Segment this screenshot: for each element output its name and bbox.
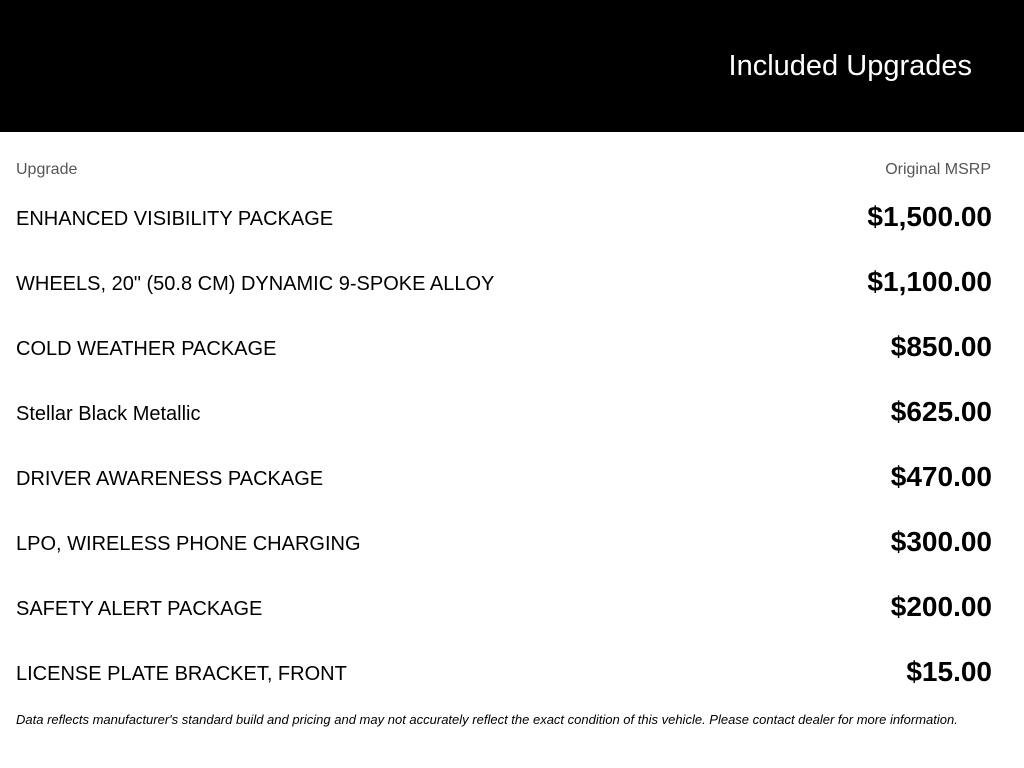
upgrade-name: LPO, WIRELESS PHONE CHARGING: [16, 533, 361, 555]
upgrade-price: $200.00: [890, 591, 992, 622]
upgrade-name: ENHANCED VISIBILITY PACKAGE: [16, 208, 334, 230]
upgrade-price: $1,100.00: [867, 266, 992, 297]
list-item: [16, 184, 992, 249]
upgrade-name: SAFETY ALERT PACKAGE: [16, 598, 263, 620]
upgrade-price: $300.00: [890, 526, 992, 557]
upgrade-name: Stellar Black Metallic: [16, 403, 201, 425]
list-item: [16, 444, 992, 509]
column-header-msrp: Original MSRP: [885, 161, 991, 178]
upgrade-name: LICENSE PLATE BRACKET, FRONT: [16, 663, 347, 685]
list-item: [16, 574, 992, 639]
list-item: [16, 249, 992, 314]
upgrade-name: COLD WEATHER PACKAGE: [16, 338, 277, 360]
upgrade-price: $15.00: [906, 656, 992, 687]
upgrade-price: $470.00: [890, 461, 992, 492]
list-item: [16, 314, 992, 379]
list-item: [16, 509, 992, 574]
upgrades-list: [16, 184, 992, 704]
upgrade-name: WHEELS, 20" (50.8 CM) DYNAMIC 9-SPOKE ALLOY: [16, 273, 495, 295]
list-item: [16, 639, 992, 704]
header-bar: [0, 0, 1024, 132]
upgrade-name: DRIVER AWARENESS PACKAGE: [16, 468, 324, 490]
page-title: Included Upgrades: [728, 50, 972, 82]
list-item: [16, 379, 992, 444]
upgrade-price: $1,500.00: [867, 201, 992, 232]
column-header-upgrade: Upgrade: [16, 161, 78, 178]
upgrade-price: $625.00: [890, 396, 992, 427]
upgrade-price: $850.00: [890, 331, 992, 362]
disclaimer-text: Data reflects manufacturer's standard build and pricing and may not accurately reflect the exact condition of this vehicle. Please contact dealer for more information.: [16, 712, 958, 727]
